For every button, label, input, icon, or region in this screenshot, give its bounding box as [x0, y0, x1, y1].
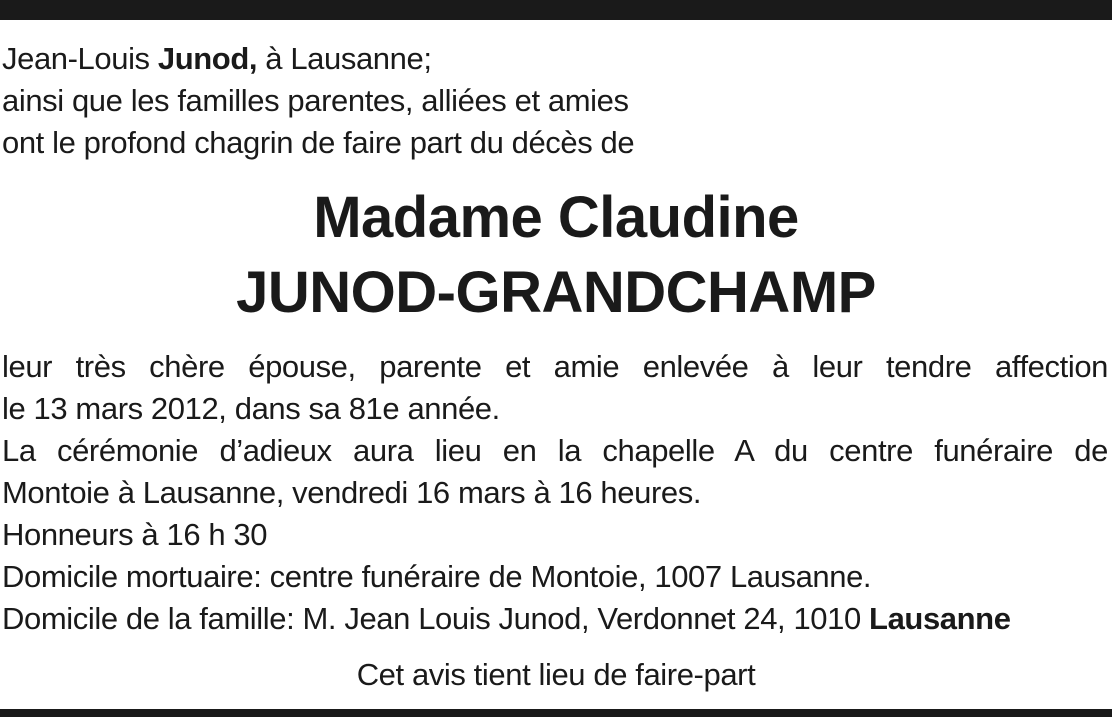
body-line-3: La cérémonie d’adieux aura lieu en la chapelle A du centre funéraire de — [2, 433, 1108, 468]
bottom-border-rule — [0, 709, 1112, 717]
closing-note: Cet avis tient lieu de faire-part — [356, 657, 756, 692]
announcement-body — [2, 346, 1110, 640]
intro-line-1 — [2, 38, 1110, 80]
top-border-rule — [0, 0, 1112, 20]
deceased-name-line-2: JUNOD-GRANDCHAMP — [236, 260, 876, 325]
body-line-4: Montoie à Lausanne, vendredi 16 mars à 16 heures. — [2, 475, 702, 510]
family-address: Domicile de la famille: M. Jean Louis Junod, Verdonnet 24, 1010 — [2, 601, 870, 636]
body-line-7 — [2, 598, 1110, 640]
body-line-5: Honneurs à 16 h 30 — [2, 517, 268, 552]
intro-line-3: ont le profond chagrin de faire part du décès de — [2, 125, 635, 160]
intro-line-2: ainsi que les familles parentes, alliées et amies — [2, 83, 629, 118]
deceased-name — [0, 180, 1112, 330]
deceased-name-line-1: Madame Claudine — [313, 185, 799, 250]
family-city: Lausanne — [869, 601, 1011, 636]
body-line-6: Domicile mortuaire: centre funéraire de Montoie, 1007 Lausanne. — [2, 559, 872, 594]
intro-location: à Lausanne; — [257, 41, 432, 76]
intro-surname: Junod, — [157, 41, 258, 76]
intro-name-prefix: Jean-Louis — [2, 41, 158, 76]
body-line-2: le 13 mars 2012, dans sa 81e année. — [2, 391, 500, 426]
body-line-1: leur très chère épouse, parente et amie enlevée à leur tendre affection — [2, 349, 1108, 384]
announcement-intro — [2, 38, 1110, 164]
